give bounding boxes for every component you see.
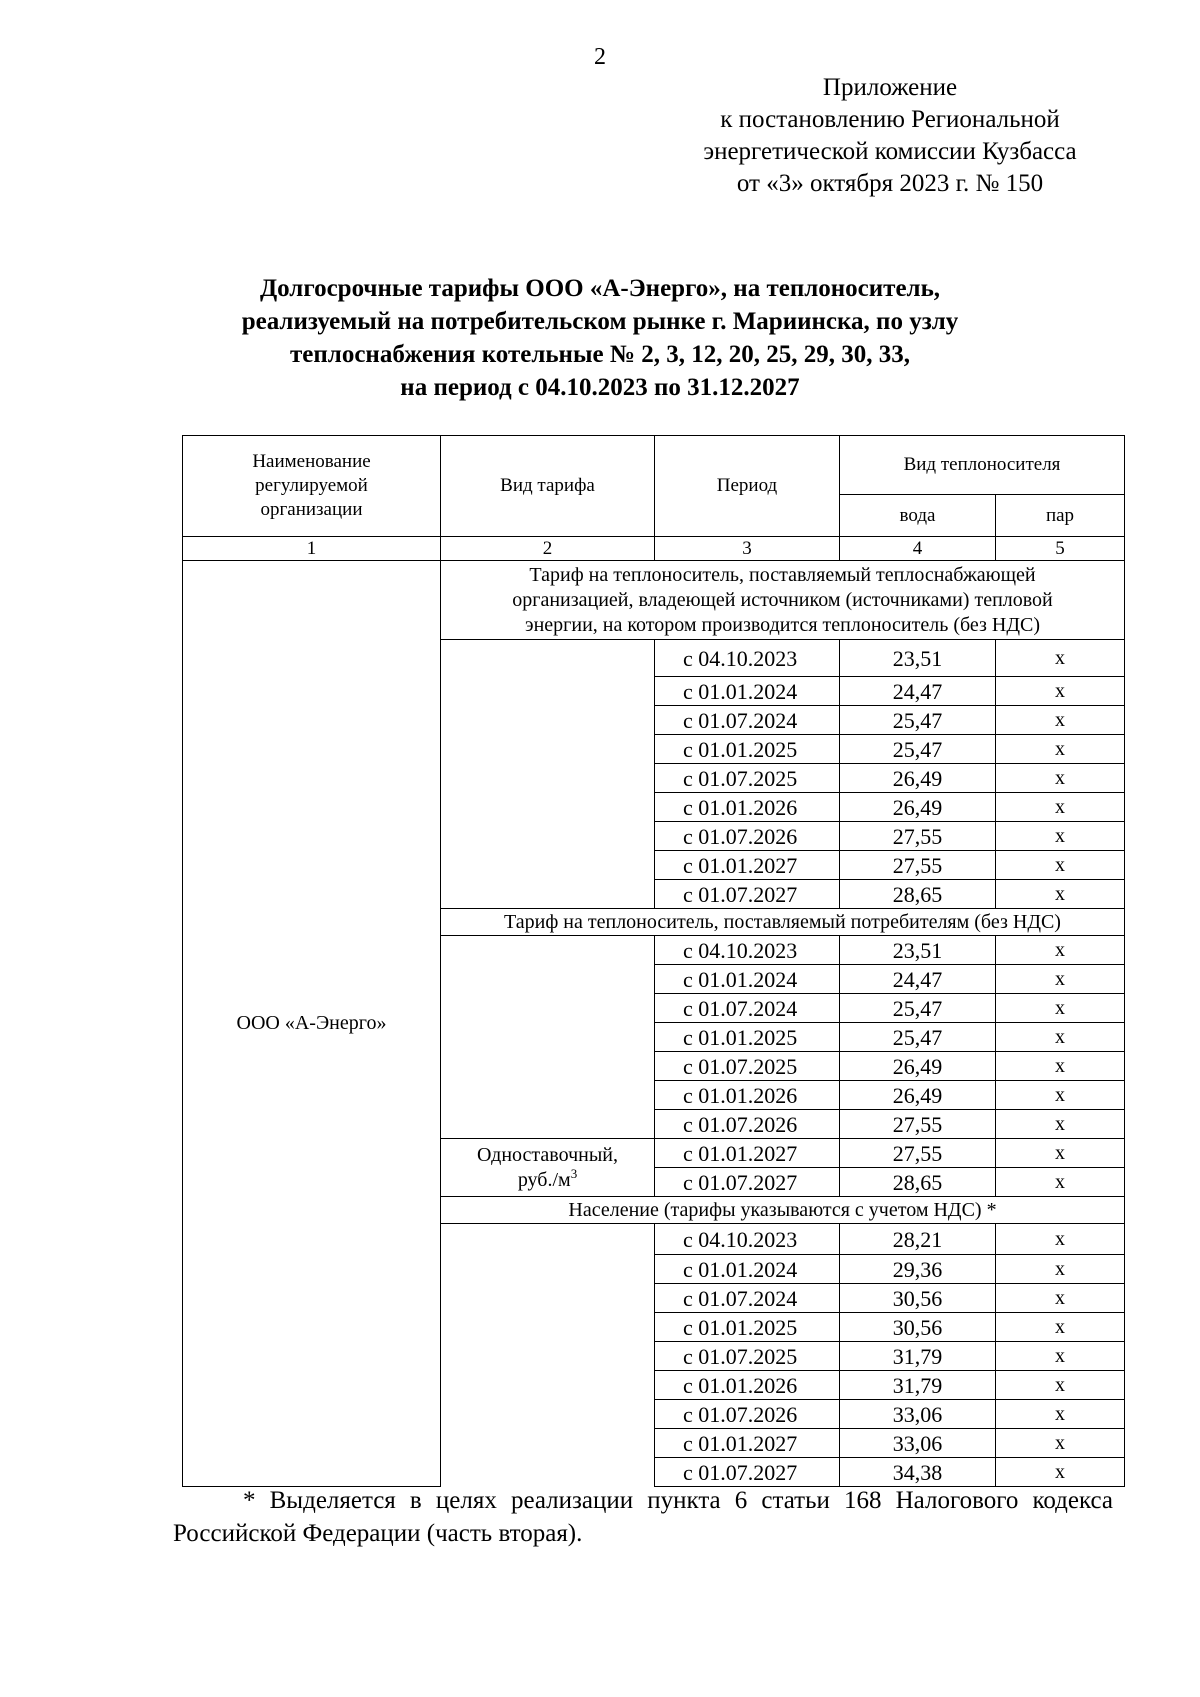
section-title bbox=[441, 1197, 1125, 1224]
steam-value-cell: х bbox=[996, 1342, 1125, 1371]
period-cell: с 01.01.2026 bbox=[655, 1371, 840, 1400]
tariff-type-label: Одноставочный, bbox=[477, 1143, 618, 1166]
section-title bbox=[441, 561, 1125, 640]
tariff-type-blank-cell bbox=[441, 1342, 655, 1371]
title-line: на период с 04.10.2023 по 31.12.2027 bbox=[400, 374, 800, 401]
tariff-type-blank-cell bbox=[441, 1023, 655, 1052]
steam-value-cell: х bbox=[996, 1139, 1125, 1168]
water-value-cell: 23,51 bbox=[840, 640, 996, 677]
period-cell: с 01.07.2025 bbox=[655, 764, 840, 793]
steam-value-cell: х bbox=[996, 965, 1125, 994]
title-line: теплоснабжения котельные № 2, 3, 12, 20, 25, 29, 30, 33, bbox=[290, 341, 910, 368]
steam-value-cell: х bbox=[996, 1110, 1125, 1139]
tariff-type-blank-cell bbox=[441, 764, 655, 793]
steam-value-cell: х bbox=[996, 793, 1125, 822]
tariff-type-blank-cell bbox=[441, 677, 655, 706]
period-cell: с 01.01.2024 bbox=[655, 677, 840, 706]
tariff-type-blank-cell bbox=[441, 1400, 655, 1429]
header-org-line: регулируемой bbox=[255, 475, 368, 496]
steam-value-cell: х bbox=[996, 822, 1125, 851]
section-title-line: Тариф на теплоноситель, поставляемый теплоснабжающей bbox=[529, 563, 1036, 586]
period-cell: с 01.01.2025 bbox=[655, 1313, 840, 1342]
water-value-cell: 29,36 bbox=[840, 1255, 996, 1284]
steam-value-cell: х bbox=[996, 1023, 1125, 1052]
period-cell: с 01.07.2026 bbox=[655, 1110, 840, 1139]
water-value-cell: 30,56 bbox=[840, 1284, 996, 1313]
organization-cell: ООО «А-Энерго» bbox=[183, 561, 441, 1487]
tariff-type-blank-cell bbox=[441, 1429, 655, 1458]
header-organization bbox=[183, 436, 441, 537]
tariff-unit-text: руб./м bbox=[517, 1168, 571, 1191]
section-title bbox=[441, 909, 1125, 936]
tariff-type-blank-cell bbox=[441, 822, 655, 851]
period-cell: с 04.10.2023 bbox=[655, 640, 840, 677]
section-title-line: Тариф на теплоноситель, поставляемый потребителям (без НДС) bbox=[504, 910, 1061, 933]
steam-value-cell: х bbox=[996, 851, 1125, 880]
tariff-type-blank-cell bbox=[441, 851, 655, 880]
water-value-cell: 30,56 bbox=[840, 1313, 996, 1342]
water-value-cell: 25,47 bbox=[840, 994, 996, 1023]
header-period: Период bbox=[655, 436, 840, 537]
steam-value-cell: х bbox=[996, 1284, 1125, 1313]
section-header-row bbox=[183, 561, 1125, 640]
water-value-cell: 25,47 bbox=[840, 706, 996, 735]
steam-value-cell: х bbox=[996, 1052, 1125, 1081]
tariff-type-cell bbox=[441, 1139, 655, 1197]
steam-value-cell: х bbox=[996, 735, 1125, 764]
period-cell: с 01.01.2024 bbox=[655, 965, 840, 994]
appendix-line: от «3» октября 2023 г. № 150 bbox=[736, 170, 1044, 197]
tariff-type-blank-cell bbox=[441, 640, 655, 677]
water-value-cell: 26,49 bbox=[840, 1052, 996, 1081]
column-number: 3 bbox=[655, 537, 840, 561]
water-value-cell: 27,55 bbox=[840, 822, 996, 851]
water-value-cell: 28,65 bbox=[840, 880, 996, 909]
steam-value-cell: х bbox=[996, 1371, 1125, 1400]
water-value-cell: 26,49 bbox=[840, 793, 996, 822]
period-cell: с 01.07.2025 bbox=[655, 1052, 840, 1081]
water-value-cell: 33,06 bbox=[840, 1400, 996, 1429]
tariff-type-blank-cell bbox=[441, 1313, 655, 1342]
period-cell: с 01.07.2025 bbox=[655, 1342, 840, 1371]
period-cell: с 01.01.2025 bbox=[655, 1023, 840, 1052]
tariff-type-blank-cell bbox=[441, 1371, 655, 1400]
steam-value-cell: х bbox=[996, 936, 1125, 965]
tariff-type-blank-cell bbox=[441, 994, 655, 1023]
header-org-line: организации bbox=[260, 499, 363, 520]
period-cell: с 01.07.2024 bbox=[655, 1284, 840, 1313]
appendix-line: Приложение bbox=[822, 74, 958, 101]
section-title-line: организацией, владеющей источником (источниками) тепловой bbox=[512, 588, 1053, 611]
document-title bbox=[160, 272, 1040, 404]
tariff-type-blank-cell bbox=[441, 880, 655, 909]
tariff-type-blank-cell bbox=[441, 936, 655, 965]
header-tariff-type: Вид тарифа bbox=[441, 436, 655, 537]
column-number: 1 bbox=[183, 537, 441, 561]
header-water: вода bbox=[840, 495, 996, 537]
tariff-type-blank-cell bbox=[441, 1081, 655, 1110]
page-number: 2 bbox=[594, 44, 606, 70]
period-cell: с 01.07.2024 bbox=[655, 706, 840, 735]
header-steam: пар bbox=[996, 495, 1125, 537]
tariff-type-blank-cell bbox=[441, 1458, 655, 1487]
column-number: 5 bbox=[996, 537, 1125, 561]
tariff-unit-superscript: 3 bbox=[570, 1165, 578, 1181]
steam-value-cell: х bbox=[996, 1313, 1125, 1342]
water-value-cell: 27,55 bbox=[840, 1110, 996, 1139]
period-cell: с 01.07.2027 bbox=[655, 1458, 840, 1487]
title-line: реализуемый на потребительском рынке г. Мариинска, по узлу bbox=[241, 308, 959, 335]
period-cell: с 04.10.2023 bbox=[655, 936, 840, 965]
section-title-line: энергии, на котором производится теплоноситель (без НДС) bbox=[525, 613, 1040, 636]
tariff-table bbox=[182, 435, 1125, 1487]
water-value-cell: 31,79 bbox=[840, 1342, 996, 1371]
tariff-unit-label bbox=[441, 1165, 654, 1193]
water-value-cell: 34,38 bbox=[840, 1458, 996, 1487]
period-cell: с 01.07.2026 bbox=[655, 822, 840, 851]
water-value-cell: 27,55 bbox=[840, 1139, 996, 1168]
steam-value-cell: х bbox=[996, 706, 1125, 735]
tariff-type-blank-cell bbox=[441, 1052, 655, 1081]
tariff-type-blank-cell bbox=[441, 706, 655, 735]
water-value-cell: 28,65 bbox=[840, 1168, 996, 1197]
tariff-table-body bbox=[183, 436, 1125, 1487]
water-value-cell: 26,49 bbox=[840, 1081, 996, 1110]
column-number: 4 bbox=[840, 537, 996, 561]
column-number-row bbox=[183, 537, 1125, 561]
title-line: Долгосрочные тарифы ООО «А-Энерго», на теплоноситель, bbox=[259, 275, 941, 302]
steam-value-cell: х bbox=[996, 677, 1125, 706]
appendix-block bbox=[650, 72, 1130, 200]
period-cell: с 01.01.2026 bbox=[655, 793, 840, 822]
period-cell: с 01.01.2027 bbox=[655, 1429, 840, 1458]
water-value-cell: 33,06 bbox=[840, 1429, 996, 1458]
water-value-cell: 23,51 bbox=[840, 936, 996, 965]
period-cell: с 01.01.2025 bbox=[655, 735, 840, 764]
tariff-type-blank-cell bbox=[441, 1284, 655, 1313]
water-value-cell: 26,49 bbox=[840, 764, 996, 793]
tariff-type-blank-cell bbox=[441, 965, 655, 994]
section-title-line: Население (тарифы указываются с учетом НДС) * bbox=[568, 1198, 997, 1221]
water-value-cell: 25,47 bbox=[840, 735, 996, 764]
steam-value-cell: х bbox=[996, 994, 1125, 1023]
footnote: * Выделяется в целях реализации пункта 6 статьи 168 Налогового кодекса Российской Федерации (часть вторая). bbox=[173, 1487, 1113, 1547]
period-cell: с 01.07.2027 bbox=[655, 1168, 840, 1197]
water-value-cell: 24,47 bbox=[840, 965, 996, 994]
water-value-cell: 27,55 bbox=[840, 851, 996, 880]
column-number: 2 bbox=[441, 537, 655, 561]
steam-value-cell: х bbox=[996, 1168, 1125, 1197]
steam-value-cell: х bbox=[996, 764, 1125, 793]
tariff-type-blank-cell bbox=[441, 735, 655, 764]
tariff-type-blank-cell bbox=[441, 1110, 655, 1139]
steam-value-cell: х bbox=[996, 1224, 1125, 1255]
period-cell: с 01.01.2027 bbox=[655, 1139, 840, 1168]
steam-value-cell: х bbox=[996, 1458, 1125, 1487]
period-cell: с 04.10.2023 bbox=[655, 1224, 840, 1255]
steam-value-cell: х bbox=[996, 880, 1125, 909]
period-cell: с 01.01.2024 bbox=[655, 1255, 840, 1284]
steam-value-cell: х bbox=[996, 1400, 1125, 1429]
appendix-line: к постановлению Региональной bbox=[720, 106, 1060, 133]
tariff-type-blank-cell bbox=[441, 793, 655, 822]
water-value-cell: 24,47 bbox=[840, 677, 996, 706]
period-cell: с 01.01.2026 bbox=[655, 1081, 840, 1110]
header-row bbox=[183, 436, 1125, 495]
steam-value-cell: х bbox=[996, 640, 1125, 677]
header-coolant-type: Вид теплоносителя bbox=[840, 436, 1125, 495]
header-org-line: Наименование bbox=[252, 451, 371, 472]
water-value-cell: 31,79 bbox=[840, 1371, 996, 1400]
water-value-cell: 25,47 bbox=[840, 1023, 996, 1052]
steam-value-cell: х bbox=[996, 1081, 1125, 1110]
period-cell: с 01.07.2026 bbox=[655, 1400, 840, 1429]
tariff-type-blank-cell bbox=[441, 1224, 655, 1255]
period-cell: с 01.01.2027 bbox=[655, 851, 840, 880]
tariff-type-blank-cell bbox=[441, 1255, 655, 1284]
water-value-cell: 28,21 bbox=[840, 1224, 996, 1255]
appendix-line: энергетической комиссии Кузбасса bbox=[703, 138, 1077, 165]
period-cell: с 01.07.2027 bbox=[655, 880, 840, 909]
steam-value-cell: х bbox=[996, 1429, 1125, 1458]
steam-value-cell: х bbox=[996, 1255, 1125, 1284]
period-cell: с 01.07.2024 bbox=[655, 994, 840, 1023]
